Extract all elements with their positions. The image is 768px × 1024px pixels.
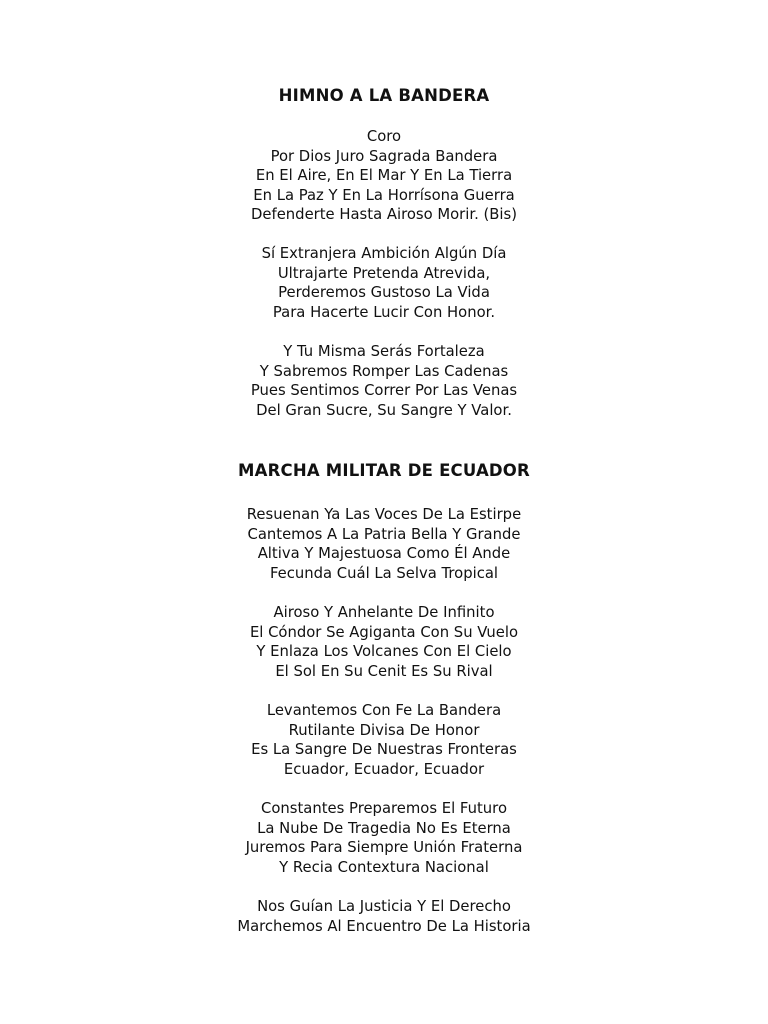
verse-line: Cantemos A La Patria Bella Y Grande (247, 525, 521, 543)
verse-line: Resuenan Ya Las Voces De La Estirpe (246, 506, 522, 523)
verse-line: Perderemos Gustoso La Vida (278, 284, 490, 302)
stanza-marcha-4 (0, 799, 768, 877)
verse-line: El Cóndor Se Agiganta Con Su Vuelo (249, 623, 519, 641)
verse-line: Rutilante Divisa De Honor (288, 721, 480, 739)
verse-line: La Nube De Tragedia No Es Eterna (257, 819, 511, 837)
verse-line: Pues Sentimos Correr Por Las Venas (250, 382, 518, 400)
verse-line: El Sol En Su Cenit Es Su Rival (275, 662, 493, 680)
section-title-marcha: MARCHA MILITAR DE ECUADOR (238, 461, 530, 480)
verse-line: Es La Sangre De Nuestras Fronteras (251, 741, 517, 759)
verse-line: Juremos Para Siempre Unión Fraterna (245, 839, 523, 857)
verse-line: Constantes Preparemos El Futuro (261, 800, 507, 817)
verse-line: Fecunda Cuál La Selva Tropical (269, 564, 499, 582)
verse-line: Y Enlaza Los Volcanes Con El Cielo (256, 643, 512, 661)
section-title-himno: HIMNO A LA BANDERA (278, 86, 490, 105)
stanza-himno-3 (0, 342, 768, 420)
verse-line: Y Recia Contextura Nacional (279, 858, 489, 876)
stanza-marcha-5 (0, 897, 768, 936)
verse-line: Coro (366, 128, 402, 145)
verse-line: Para Hacerte Lucir Con Honor. (272, 303, 496, 321)
verse-line: Ecuador, Ecuador, Ecuador (283, 760, 485, 778)
verse-line: Airoso Y Anhelante De Infinito (273, 604, 495, 621)
verse-line: Y Tu Misma Serás Fortaleza (283, 343, 485, 360)
verse-line: Nos Guían La Justicia Y El Derecho (257, 898, 511, 915)
stanza-himno-2 (0, 244, 768, 322)
stanza-coro (0, 127, 768, 225)
verse-line: Levantemos Con Fe La Bandera (266, 702, 502, 719)
verse-line: Altiva Y Majestuosa Como Él Ande (257, 545, 511, 563)
verse-line: En El Aire, En El Mar Y En La Tierra (255, 167, 513, 185)
verse-line: Defenderte Hasta Airoso Morir. (Bis) (250, 206, 518, 224)
verse-line: Ultrajarte Pretenda Atrevida, (277, 264, 491, 282)
stanza-marcha-1 (0, 505, 768, 583)
stanza-marcha-2 (0, 603, 768, 681)
verse-line: Marchemos Al Encuentro De La Historia (237, 917, 531, 935)
verse-line: Del Gran Sucre, Su Sangre Y Valor. (256, 401, 512, 419)
stanza-marcha-3 (0, 701, 768, 779)
verse-line: Por Dios Juro Sagrada Bandera (270, 147, 498, 165)
verse-line: Sí Extranjera Ambición Algún Día (261, 245, 507, 262)
verse-line: En La Paz Y En La Horrísona Guerra (253, 186, 515, 204)
verse-line: Y Sabremos Romper Las Cadenas (259, 362, 509, 380)
